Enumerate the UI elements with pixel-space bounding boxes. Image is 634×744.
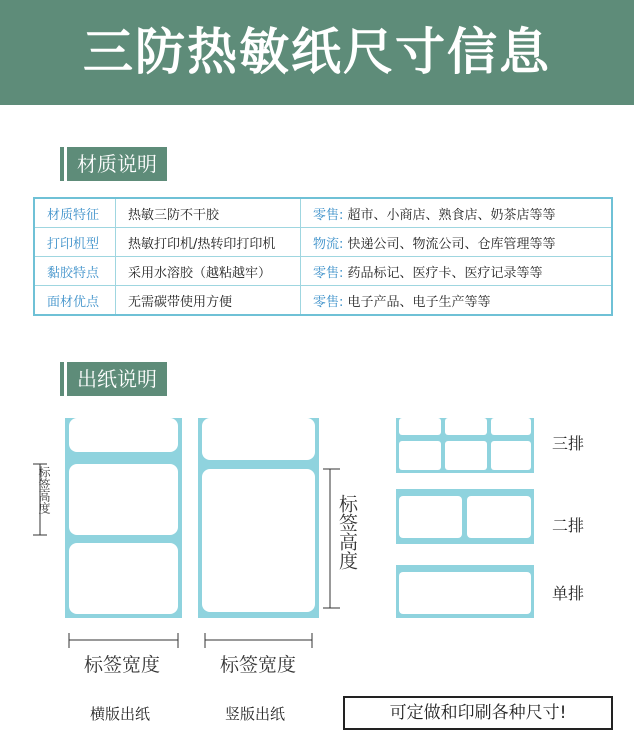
row-value: 无需碳带使用方便: [116, 286, 301, 316]
use-text: 超市、小商店、熟食店、奶茶店等等: [347, 207, 556, 223]
label-height-text: 标签高度: [37, 466, 51, 514]
row-key: 材质特征: [34, 198, 116, 228]
section-label-output: 出纸说明: [67, 362, 167, 396]
use-prefix: 零售:: [313, 265, 344, 281]
label-blank: [491, 441, 531, 470]
row-use: [301, 198, 613, 228]
label-blank: [467, 496, 531, 538]
row-value: 采用水溶胶（越粘越牢）: [116, 257, 301, 286]
row-value: 热敏三防不干胶: [116, 198, 301, 228]
roll-strip: [198, 418, 319, 618]
label-blank: [491, 418, 531, 435]
label-blank: [399, 418, 441, 435]
roll-strip: [65, 418, 182, 618]
table-row: [34, 286, 612, 316]
row-use: [301, 228, 613, 257]
table-row: [34, 198, 612, 228]
page-title: 三防热敏纸尺寸信息: [83, 23, 551, 81]
use-text: 电子产品、电子生产等等: [347, 294, 491, 310]
label-height-text: 标签高度: [336, 494, 358, 570]
row-key: 面材优点: [34, 286, 116, 316]
label-blank: [399, 572, 531, 614]
label-width-text: 标签宽度: [84, 654, 161, 676]
label-blank: [445, 418, 487, 435]
two-row-layout: [396, 489, 534, 544]
row-use: [301, 257, 613, 286]
table-row: [34, 228, 612, 257]
custom-size-note: 可定做和印刷各种尺寸!: [343, 696, 613, 730]
material-table: [33, 197, 613, 316]
label-blank: [202, 469, 315, 612]
row-label-two: 二排: [552, 516, 585, 535]
row-layout-diagram: [390, 418, 540, 618]
label-blank: [69, 418, 178, 452]
three-row-layout: [396, 418, 534, 473]
row-label-three: 三排: [552, 434, 585, 453]
label-blank: [202, 418, 315, 460]
vertical-caption: 竖版出纸: [225, 705, 286, 723]
table-row: [34, 257, 612, 286]
section-label-material: 材质说明: [67, 147, 167, 181]
row-key: 黏胶特点: [34, 257, 116, 286]
width-dimension: [69, 633, 178, 648]
label-blank: [399, 496, 462, 538]
row-value: 热敏打印机/热转印打印机: [116, 228, 301, 257]
horizontal-caption: 横版出纸: [90, 705, 151, 723]
use-prefix: 零售:: [313, 207, 344, 223]
row-key: 打印机型: [34, 228, 116, 257]
use-text: 药品标记、医疗卡、医疗记录等等: [347, 265, 543, 281]
label-blank: [399, 441, 441, 470]
row-use: [301, 286, 613, 316]
use-text: 快递公司、物流公司、仓库管理等等: [347, 236, 556, 252]
label-width-text: 标签宽度: [220, 654, 297, 676]
row-label-one: 单排: [552, 584, 585, 603]
use-prefix: 零售:: [313, 294, 344, 310]
header-banner: [0, 0, 634, 105]
label-blank: [69, 543, 178, 614]
single-row-layout: [396, 565, 534, 618]
label-blank: [69, 464, 178, 535]
label-blank: [445, 441, 487, 470]
width-dimension: [205, 633, 312, 648]
use-prefix: 物流:: [313, 236, 344, 252]
